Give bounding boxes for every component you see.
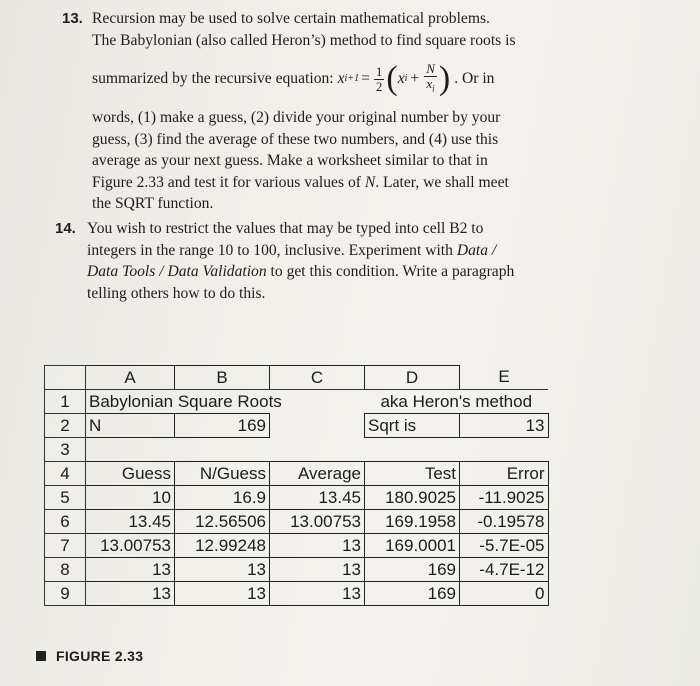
half-fraction: $\frac{1}{2}$ (375, 63, 383, 94)
row-number: 4 (45, 462, 86, 486)
cell-b6: 12.56506 (175, 510, 270, 534)
cell-d2: Sqrt is (365, 414, 460, 438)
column-header-a: A (86, 366, 175, 390)
sheet-subtitle-cell: aka Heron's method (380, 391, 533, 411)
cell-b4: N/Guess (175, 462, 270, 486)
cell-c7: 13 (270, 534, 365, 558)
table-row (45, 582, 549, 606)
table-row (45, 414, 549, 438)
row-number: 6 (45, 510, 86, 534)
problem-13-line-4: words, (1) make a guess, (2) divide your original number by your (92, 109, 501, 126)
cell-e5: -11.9025 (460, 486, 549, 510)
cell-c5: 13.45 (270, 486, 365, 510)
cell-a7: 13.00753 (86, 534, 175, 558)
column-header-e: E (460, 366, 549, 390)
caption-square-icon (36, 651, 46, 661)
cell-d4: Test (365, 462, 460, 486)
problem-14-line-3: Data Tools / Data Validation to get this condition. Write a paragraph (87, 263, 515, 280)
cell-e4: Error (460, 462, 549, 486)
problem-13-line-5: guess, (3) find the average of these two numbers, and (4) use this (92, 130, 499, 148)
table-row (45, 486, 549, 510)
table-row (45, 510, 549, 534)
row-number: 2 (45, 414, 86, 438)
row-number: 3 (45, 438, 86, 462)
cell-a9: 13 (86, 582, 175, 606)
row-number: 1 (45, 390, 86, 414)
row-number: 8 (45, 558, 86, 582)
cell-c8: 13 (270, 558, 365, 582)
cell-d6: 169.1958 (365, 510, 460, 534)
empty-row-cells (86, 438, 549, 462)
cell-a6: 13.45 (86, 510, 175, 534)
spreadsheet-figure (44, 365, 549, 606)
problem-13-line-6: average as your next guess. Make a worksheet similar to that in (92, 152, 488, 169)
problem-14-line-4: telling others how to do this. (87, 284, 266, 302)
recursive-equation: x i+1 = $\frac{1}{2}$ ( x i + $\frac{N}{x_i}$ ) (337, 60, 451, 97)
cell-b9: 13 (175, 582, 270, 606)
problem-14 (55, 218, 655, 304)
problem-13-line-8: the SQRT function. (92, 195, 214, 212)
figure-caption (36, 648, 143, 664)
cell-d9: 169 (365, 582, 460, 606)
row-number: 9 (45, 582, 86, 606)
problem-13-line-7: Figure 2.33 and test it for various values of N. Later, we shall meet (92, 173, 509, 191)
problem-number: 13. (62, 10, 83, 27)
cell-c9: 13 (270, 582, 365, 606)
column-header-row (45, 366, 549, 390)
cell-d7: 169.0001 (365, 534, 460, 558)
problem-13-line-2: The Babylonian (also called Heron’s) method to find square roots is (92, 31, 516, 49)
table-row (45, 534, 549, 558)
equation-suffix: . Or in (454, 70, 495, 88)
equation-line (92, 51, 662, 107)
cell-e7: -5.7E-05 (460, 534, 549, 558)
table-row (45, 462, 549, 486)
corner-cell (45, 366, 86, 390)
cell-e8: -4.7E-12 (460, 558, 549, 582)
cell-b7: 12.99248 (175, 534, 270, 558)
cell-a8: 13 (86, 558, 175, 582)
cell-a5: 10 (86, 486, 175, 510)
cell-b8: 13 (175, 558, 270, 582)
cell-e2: 13 (460, 414, 549, 438)
table-row (45, 438, 549, 462)
column-header-d: D (365, 366, 460, 390)
equation-prefix: summarized by the recursive equation: (92, 70, 334, 88)
sheet-title-cell: Babylonian Square Roots (89, 391, 282, 411)
cell-d8: 169 (365, 558, 460, 582)
problem-13 (62, 8, 662, 215)
row-number: 5 (45, 486, 86, 510)
cell-c6: 13.00753 (270, 510, 365, 534)
problem-14-line-1: You wish to restrict the values that may be typed into cell B2 to (87, 220, 484, 237)
problem-13-line-1: Recursion may be used to solve certain mathematical problems. (92, 10, 490, 27)
column-header-c: C (270, 366, 365, 390)
row-number: 7 (45, 534, 86, 558)
cell-a2: N (86, 414, 175, 438)
cell-a4: Guess (86, 462, 175, 486)
problem-number: 14. (55, 220, 76, 237)
cell-b5: 16.9 (175, 486, 270, 510)
cell-e9: 0 (460, 582, 549, 606)
n-over-x-fraction: $\frac{N}{x_i}$ (426, 61, 435, 94)
cell-c4: Average (270, 462, 365, 486)
cell-b2: 169 (175, 414, 270, 438)
cell-c2 (270, 414, 365, 438)
cell-d5: 180.9025 (365, 486, 460, 510)
problem-14-line-2: integers in the range 10 to 100, inclusive. Experiment with Data / (87, 241, 497, 259)
column-header-b: B (175, 366, 270, 390)
figure-caption-text: FIGURE 2.33 (56, 648, 144, 664)
table-row (45, 558, 549, 582)
cell-e6: -0.19578 (460, 510, 549, 534)
table-row (45, 390, 549, 414)
